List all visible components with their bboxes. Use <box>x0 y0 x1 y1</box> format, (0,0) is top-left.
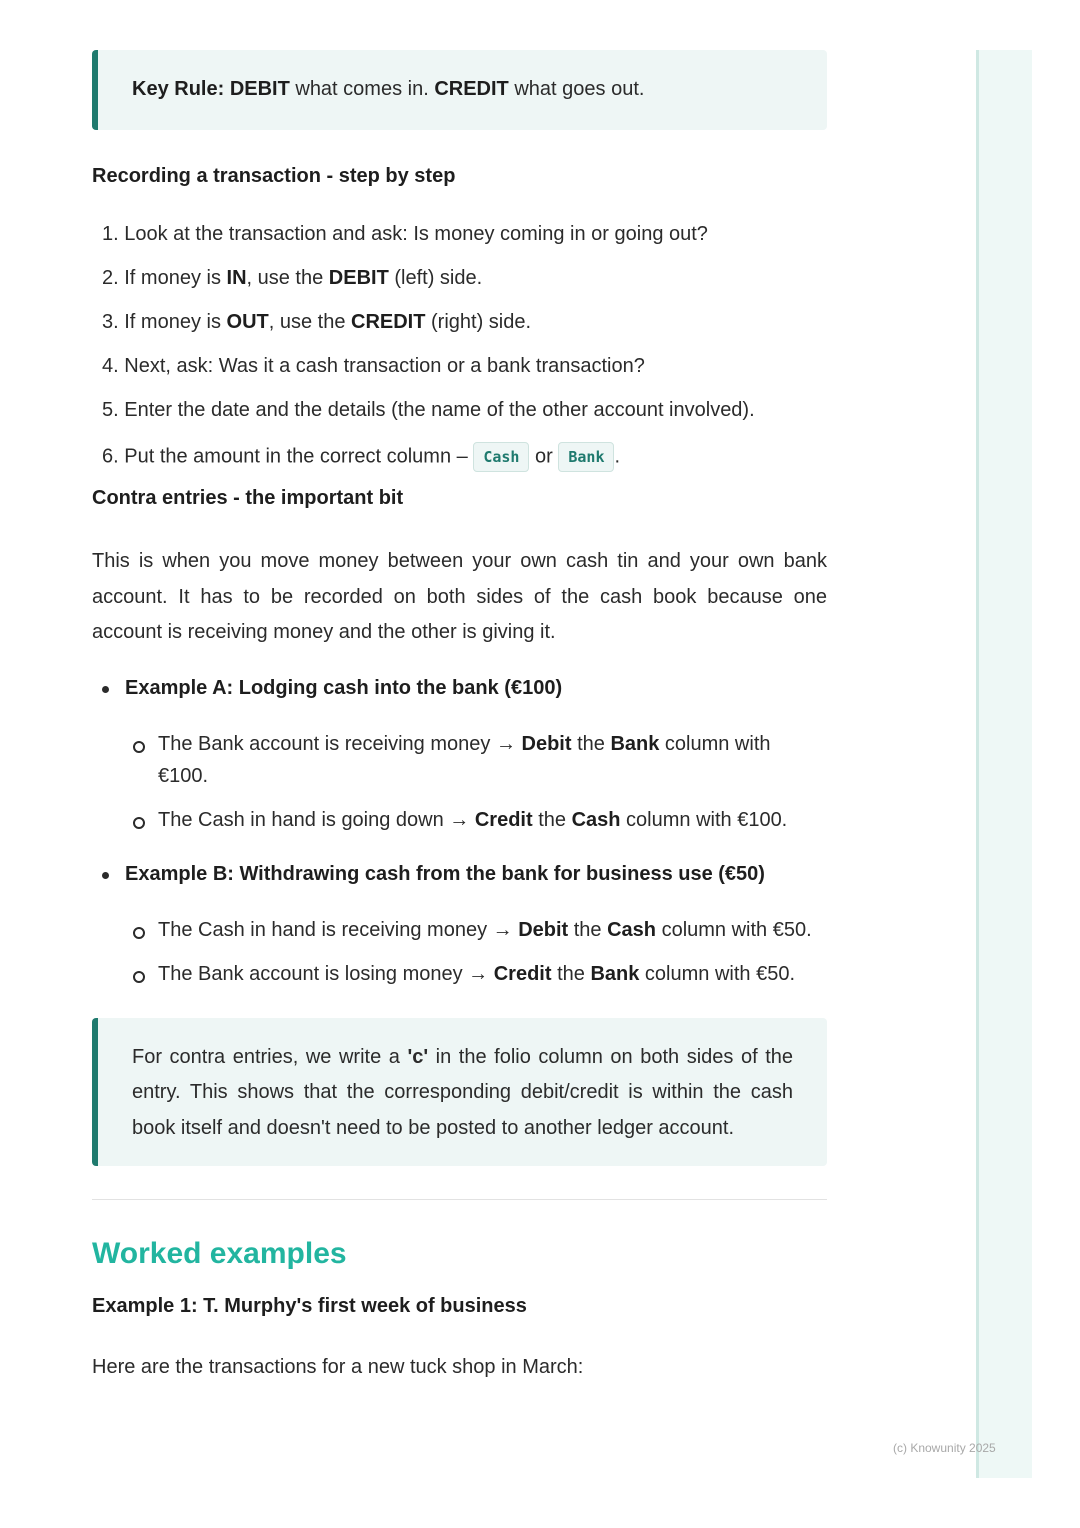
sub-text: the <box>571 732 611 755</box>
sub-bold: Bank <box>610 732 660 755</box>
note-text: For contra entries, we write a <box>132 1045 408 1068</box>
recording-heading: Recording a transaction - step by step <box>92 165 456 187</box>
sub-text: column with €100. <box>620 808 788 831</box>
main-content <box>92 50 827 1386</box>
example-a-title: Example A: Lodging cash into the bank (€100) <box>92 677 827 700</box>
step-item <box>92 354 827 398</box>
code-bank: Bank <box>558 442 614 472</box>
step-bold: DEBIT <box>328 267 389 289</box>
step-number: 5. <box>102 399 119 421</box>
contra-intro: This is when you move money between your own cash tin and your own bank account. It has to be recorded on both sides of the cash book because one account is receiving money and the other is giving it. <box>92 550 827 643</box>
example-a-point-1 <box>92 728 827 792</box>
example-1-heading: Example 1: T. Murphy's first week of business <box>92 1295 527 1317</box>
key-rule-debit-text: what comes in. <box>289 78 435 100</box>
note-bold: 'c' <box>407 1045 429 1068</box>
copyright-text: (c) Knowunity 2025 <box>893 1441 996 1455</box>
step-text: , use the <box>268 311 352 333</box>
key-rule-debit: DEBIT <box>229 78 290 100</box>
step-bold: OUT <box>226 311 269 333</box>
sub-text: column with €100. <box>158 732 771 787</box>
step-text: , use the <box>246 267 329 289</box>
sub-text: column with €50. <box>639 962 795 985</box>
example-b-point-2 <box>92 958 827 990</box>
sub-text: column with €50. <box>656 918 812 941</box>
sub-text: The Cash in hand is receiving money → <box>158 918 519 941</box>
step-text: Next, ask: Was it a cash transaction or a bank transaction? <box>124 355 645 377</box>
step-item <box>92 398 827 442</box>
step-number: 4. <box>102 355 119 377</box>
step-bold: IN <box>226 267 247 289</box>
example-a-point-2 <box>92 804 827 836</box>
sub-bold: Debit <box>521 732 572 755</box>
sub-text: The Bank account is losing money → <box>158 962 494 985</box>
step-text: Look at the transaction and ask: Is money coming in or going out? <box>124 223 708 245</box>
example-1-intro: Here are the transactions for a new tuck shop in March: <box>92 1356 584 1378</box>
example-b-point-1 <box>92 914 827 946</box>
key-rule-credit: CREDIT <box>434 78 509 100</box>
step-text: Enter the date and the details (the name of the other account involved). <box>124 399 755 421</box>
steps-list <box>92 222 827 486</box>
step-number: 3. <box>102 311 119 333</box>
step-item <box>92 222 827 266</box>
step-text: If money is <box>124 267 227 289</box>
sub-bold: Bank <box>590 962 640 985</box>
sub-text: The Bank account is receiving money → <box>158 732 522 755</box>
step-text: (right) side. <box>425 311 532 333</box>
step-item <box>92 442 827 486</box>
note-text: in the folio column on both sides of the entry. This shows that the corresponding debit/credit is within the cash book itself and doesn't need to be posted to another ledger account. <box>132 1045 793 1139</box>
sub-bold: Debit <box>518 918 569 941</box>
sub-bold: Cash <box>607 918 657 941</box>
side-margin-band <box>976 50 1032 1478</box>
key-rule-credit-text: what goes out. <box>508 78 645 100</box>
worked-examples-heading: Worked examples <box>92 1237 347 1270</box>
step-text: (left) side. <box>388 267 483 289</box>
sub-text: the <box>551 962 591 985</box>
step-bold: CREDIT <box>351 311 426 333</box>
code-cash: Cash <box>473 442 529 472</box>
contra-heading: Contra entries - the important bit <box>92 487 404 509</box>
sub-text: the <box>568 918 608 941</box>
sub-bold: Credit <box>474 808 533 831</box>
sub-text: the <box>532 808 572 831</box>
sub-bold: Credit <box>493 962 552 985</box>
step-number: 2. <box>102 267 119 289</box>
key-rule-callout <box>92 50 827 130</box>
sub-text: The Cash in hand is going down → <box>158 808 475 831</box>
step-item <box>92 266 827 310</box>
step-number: 1. <box>102 223 119 245</box>
step-text: . <box>614 445 621 468</box>
section-divider <box>92 1199 827 1200</box>
step-number: 6. <box>102 445 119 468</box>
contra-note-callout <box>92 1018 827 1167</box>
sub-bold: Cash <box>571 808 621 831</box>
step-text: If money is <box>124 311 227 333</box>
step-text: or <box>529 445 559 468</box>
key-rule-label: Key Rule: <box>132 78 225 100</box>
step-text: Put the amount in the correct column – <box>124 445 474 468</box>
example-b-title: Example B: Withdrawing cash from the bank for business use (€50) <box>92 863 827 886</box>
step-item <box>92 310 827 354</box>
